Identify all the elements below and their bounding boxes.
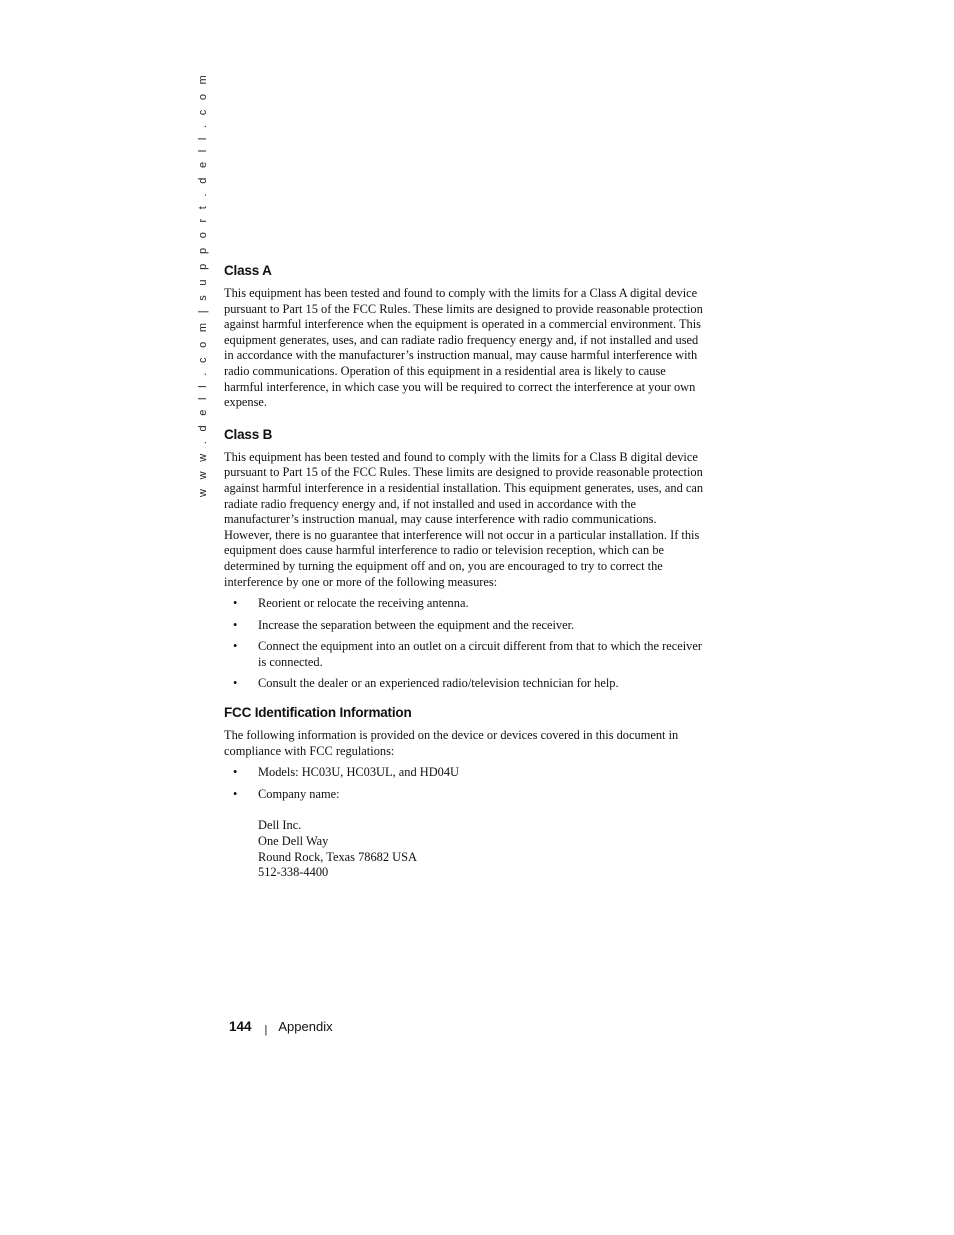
address-line: Round Rock, Texas 78682 USA (258, 849, 417, 864)
class-a-paragraph: This equipment has been tested and found to comply with the limits for a Class A digital device pursuant to Part 15 of the FCC Rules. These limits are designed to provide reasonable protection against harmful interference when the equipment is operated in a commercial environment. This equipment generates, uses, and can radiate radio frequency energy and, if not installed and used in accordance with the manufacturer’s instruction manual, may cause harmful interference with radio communications. Operation of this equipment in a residential area is likely to cause harmful interference, in which case you will be required to correct the interference at your own expense. (224, 286, 703, 410)
company-address (258, 818, 704, 880)
bullet-icon: • (233, 676, 238, 691)
page-content (224, 262, 704, 887)
address-line: Dell Inc. (258, 818, 302, 833)
class-b-heading: Class B (224, 426, 273, 442)
class-b-paragraph: This equipment has been tested and found to comply with the limits for a Class B digital device pursuant to Part 15 of the FCC Rules. These limits are designed to provide reasonable protection against harmful interference in a residential installation. This equipment generates, uses, and can radiate radio frequency energy and, if not installed and used in accordance with the manufacturer’s instruction manual, may cause interference with radio communications. However, there is no guarantee that interference will not occur in a particular installation. If this equipment does cause harmful interference to radio or television reception, which can be determined by turning the equipment off and on, you are encouraged to try to correct the interference by one or more of the following measures: (224, 449, 704, 589)
class-b-measures-list (224, 596, 704, 692)
footer-section-title: Appendix (278, 1019, 333, 1034)
bullet-icon: • (233, 786, 238, 801)
list-item: • Connect the equipment into an outlet on a circuit different from that to which the receiver is connected. (233, 639, 702, 669)
page-footer (229, 1019, 333, 1034)
address-line: One Dell Way (258, 834, 329, 849)
bullet-icon: • (233, 639, 238, 654)
bullet-icon: • (233, 765, 238, 780)
address-line: 512-338-4400 (258, 865, 329, 880)
bullet-icon: • (233, 596, 238, 611)
fcc-identification-paragraph: The following information is provided on the device or devices covered in this document in compliance with FCC regulations: (224, 728, 679, 758)
fcc-identification-heading: FCC Identification Information (224, 705, 412, 721)
fcc-identification-list (224, 765, 704, 881)
list-item: • Models: HC03U, HC03UL, and HD04U (233, 765, 459, 780)
footer-separator: | (264, 1024, 268, 1036)
list-item: • Reorient or relocate the receiving antenna. (233, 596, 469, 611)
bullet-icon: • (233, 617, 238, 632)
list-item: • Company name: Dell Inc. One Dell Way Round Rock, Texas 78682 USA 512-338-4400 (224, 787, 704, 881)
list-item: • Consult the dealer or an experienced radio/television technician for help. (233, 676, 619, 691)
page-number: 144 (229, 1019, 252, 1034)
list-item: • Increase the separation between the equipment and the receiver. (233, 617, 575, 632)
class-a-heading: Class A (224, 263, 272, 278)
side-url-text: w w w . d e l l . c o m | s u p p o r t . d e l l . c o m (197, 71, 209, 497)
